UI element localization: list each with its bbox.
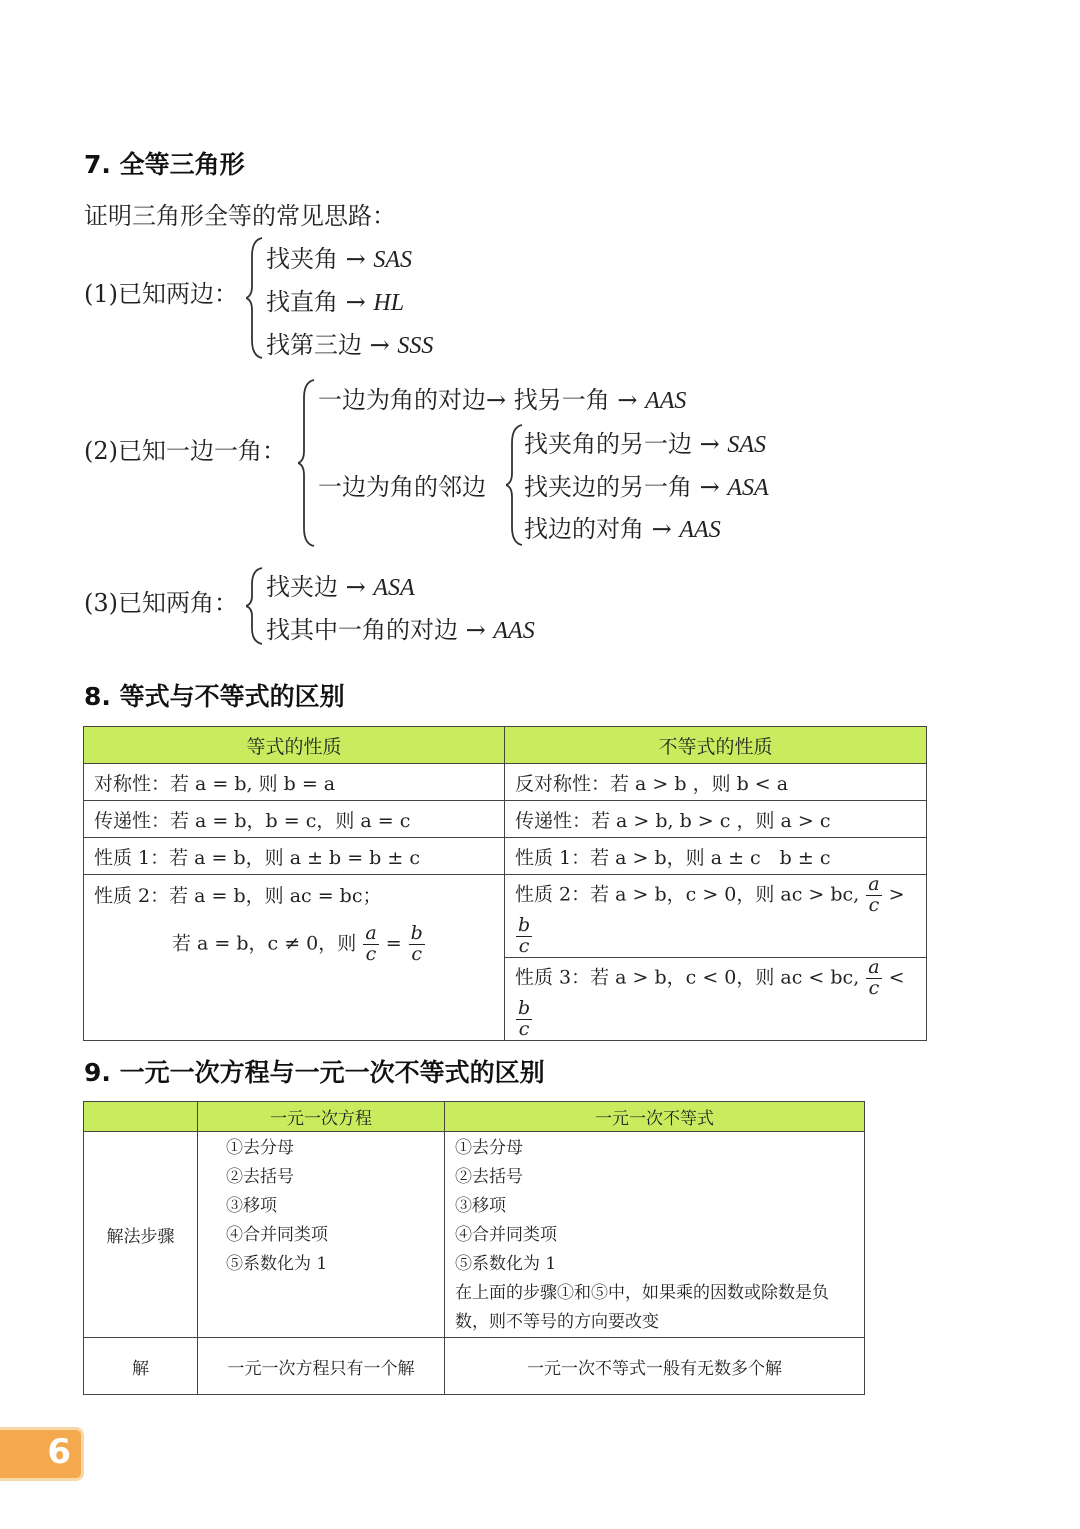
section-7-intro: 证明三角形全等的常见思路： (84, 202, 396, 230)
section-9-heading: 9. 一元一次方程与一元一次不等式的区别 (84, 1058, 545, 1087)
fraction-a-over-c: $\frac{a}{c}$ (868, 873, 880, 916)
list-item: ②去括号 (226, 1167, 294, 1187)
case-2-brace (298, 378, 320, 548)
row-label-solution: 解 (84, 1338, 198, 1395)
case-1-label: (1)已知两边： (84, 280, 238, 308)
case-3-branch-2: 找其中一角的对边 → AAS (266, 616, 535, 644)
case-2-sub-branch-1: 找夹角的另一边 → SAS (524, 430, 767, 458)
table-row (84, 838, 927, 875)
page-number-badge (0, 1427, 84, 1481)
case-1-branch-2: 找直角 → HL (266, 288, 405, 316)
list-item: ②去括号 (455, 1167, 523, 1187)
table-header-equality: 等式的性质 (84, 727, 505, 764)
table-row (84, 875, 927, 958)
table-row (84, 1338, 865, 1395)
equality-inequality-table (83, 726, 927, 1041)
case-3-branch-1: 找夹边 → ASA (266, 573, 415, 601)
equation-solution-cell: 一元一次方程只有一个解 (198, 1338, 445, 1395)
case-2-opposite: 一边为角的对边→ 找另一角 → AAS (318, 386, 687, 414)
table-header-equation: 一元一次方程 (198, 1102, 445, 1132)
inequality-steps-cell (445, 1132, 865, 1338)
case-2-sub-branch-3: 找边的对角 → AAS (524, 515, 721, 543)
fraction-b-over-c: $\frac{b}{c}$ (518, 913, 531, 957)
equation-inequality-table (83, 1101, 865, 1395)
table-header-inequality: 不等式的性质 (505, 727, 927, 764)
case-2-label: (2)已知一边一角： (84, 437, 286, 465)
list-item: ①去分母 (455, 1138, 523, 1158)
list-item: ③移项 (455, 1196, 506, 1216)
equality-property-2-line-2: 若 a = b，c ≠ 0，则 $\frac{a}{c}$ = $\frac{b}{c}$ (172, 922, 423, 965)
table-header-blank (84, 1102, 198, 1132)
inequality-solution-cell: 一元一次不等式一般有无数多个解 (445, 1338, 865, 1395)
section-7-heading: 7. 全等三角形 (84, 150, 245, 179)
table-row (84, 764, 927, 801)
table-cell: 性质 1：若 a = b，则 a ± b = b ± c (84, 838, 505, 875)
table-cell: 反对称性：若 a > b ，则 b < a (505, 764, 927, 801)
case-1-brace (246, 236, 268, 360)
list-item: ③移项 (226, 1196, 277, 1216)
equality-property-2-cell (84, 875, 505, 1041)
fraction-a-over-c: $\frac{a}{c}$ (365, 922, 377, 965)
fraction-b-over-c: $\frac{b}{c}$ (518, 996, 531, 1040)
table-cell: 传递性：若 a = b，b = c，则 a = c (84, 801, 505, 838)
table-header-inequality: 一元一次不等式 (445, 1102, 865, 1132)
table-cell: 性质 1：若 a > b，则 a ± c b ± c (505, 838, 927, 875)
case-1-branch-3: 找第三边 → SSS (266, 331, 434, 359)
table-row (84, 1132, 865, 1338)
list-item: ④合并同类项 (455, 1225, 557, 1245)
equation-steps-cell (198, 1132, 445, 1338)
section-8-heading: 8. 等式与不等式的区别 (84, 682, 345, 711)
row-label-steps: 解法步骤 (84, 1132, 198, 1338)
inequality-note: 在上面的步骤①和⑤中，如果乘的因数或除数是负数，则不等号的方向要改变 (455, 1283, 829, 1332)
list-item: ①去分母 (226, 1138, 294, 1158)
table-row (84, 801, 927, 838)
equality-property-2-line-1: 性质 2：若 a = b，则 ac = bc； (94, 885, 382, 907)
list-item: ④合并同类项 (226, 1225, 328, 1245)
fraction-a-over-c: $\frac{a}{c}$ (868, 955, 880, 999)
table-cell: 对称性：若 a = b, 则 b = a (84, 764, 505, 801)
page-number: 6 (47, 1432, 71, 1472)
fraction-b-over-c: $\frac{b}{c}$ (410, 922, 423, 965)
table-cell: 传递性：若 a > b, b > c ，则 a > c (505, 801, 927, 838)
list-item: ⑤系数化为 1 (455, 1254, 557, 1274)
case-2-adjacent: 一边为角的邻边 (318, 473, 486, 501)
case-3-brace (246, 566, 268, 646)
list-item: ⑤系数化为 1 (226, 1254, 328, 1274)
case-1-branch-1: 找夹角 → SAS (266, 245, 413, 273)
inequality-property-3-cell: 性质 3：若 a > b，c < 0，则 ac < bc, $\frac{a}{c}$ < $\frac{b}{c}$ (505, 957, 927, 1040)
inequality-property-2-cell: 性质 2：若 a > b，c > 0，则 ac > bc, $\frac{a}{c}$ > $\frac{b}{c}$ (505, 875, 927, 958)
case-3-label: (3)已知两角： (84, 589, 238, 617)
case-2-sub-branch-2: 找夹边的另一角 → ASA (524, 473, 769, 501)
